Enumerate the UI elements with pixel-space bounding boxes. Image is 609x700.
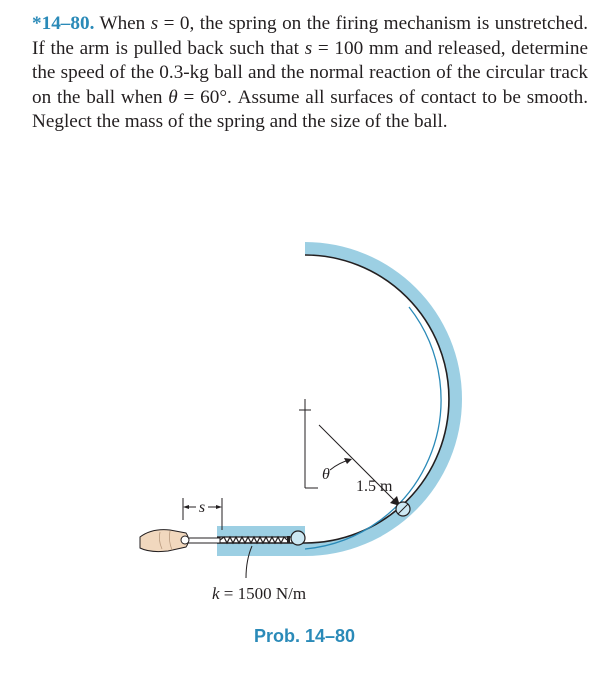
plunger-knob — [181, 536, 189, 544]
track-inner-surface — [305, 255, 449, 543]
label-theta: θ — [322, 466, 330, 483]
figure-caption: Prob. 14–80 — [253, 626, 356, 646]
plunger-rod — [186, 538, 220, 543]
label-s: s — [198, 499, 206, 516]
straight-track — [217, 543, 305, 556]
problem-number: *14–80. — [32, 13, 95, 34]
label-radius: 1.5 m — [356, 478, 393, 495]
label-spring-constant: k = 1500 N/m — [212, 584, 307, 603]
spring — [220, 537, 287, 543]
problem-statement: *14–80. When s = 0, the spring on the firing mechanism is unstretched. If the arm is pulled back such that s = 100 mm and released, determine the speed of the 0.3-kg ball and the normal reaction of the circular track on the ball when θ = 60°. Assume all surfaces of contact to be smooth. Neglect the mass of the spring and the size of the ball. — [32, 13, 588, 132]
circular-track — [305, 242, 462, 556]
ball-at-launcher — [291, 531, 305, 545]
ball-path-line — [305, 307, 441, 549]
plunger-head — [287, 536, 290, 543]
